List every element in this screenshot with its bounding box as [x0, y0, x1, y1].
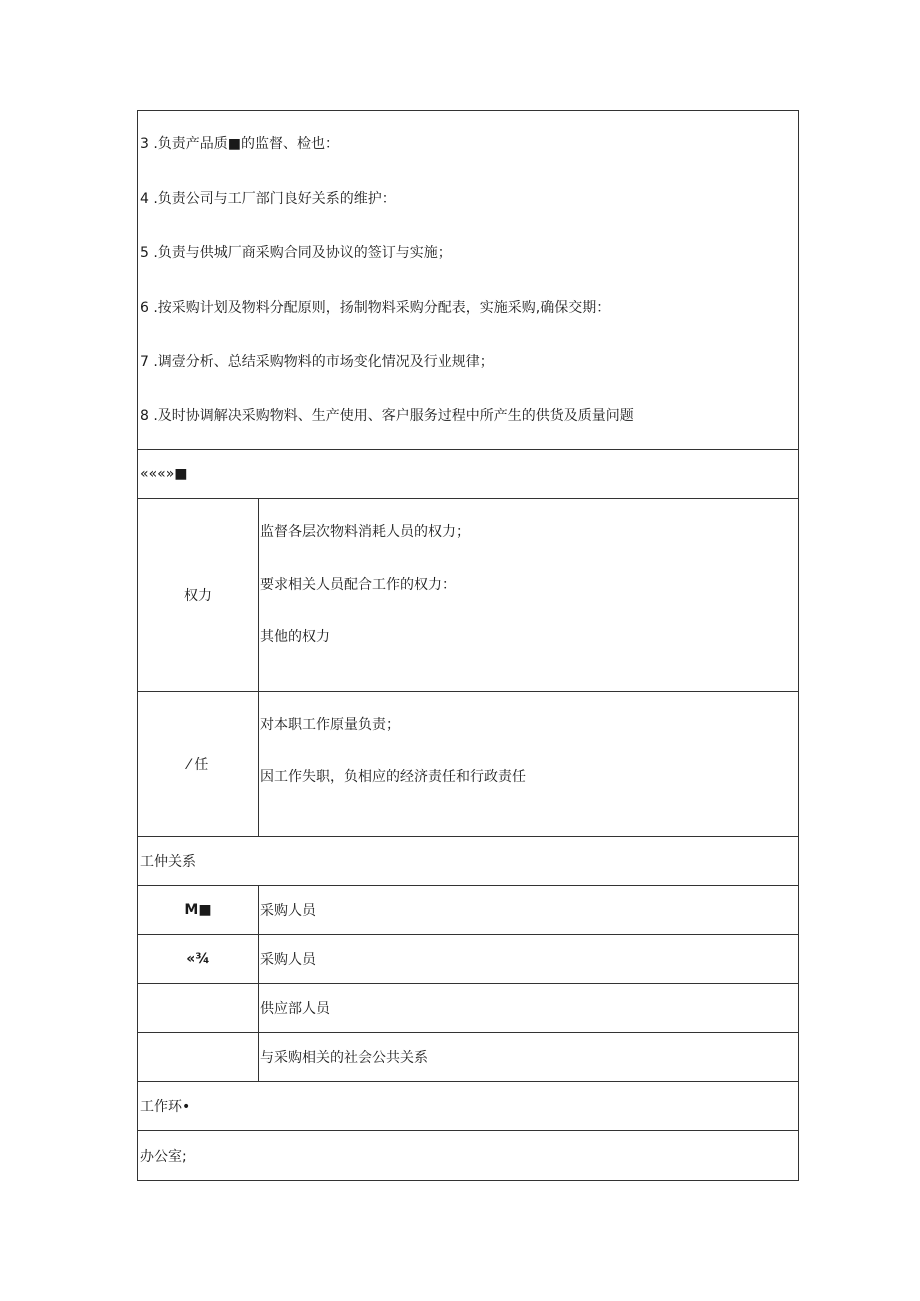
relation-value: 采购人员: [260, 952, 316, 968]
power-items: [259, 499, 798, 691]
responsibility-item: 对本职工作原量负责；: [260, 717, 400, 733]
relations-header-row: [138, 837, 798, 886]
relation-value: 采购人员: [260, 903, 316, 919]
responsibility-row: [138, 692, 798, 837]
relation-row: [138, 1033, 798, 1082]
relation-row: [138, 984, 798, 1033]
power-item: 监督各层次物料消耗人员的权力；: [260, 524, 470, 540]
duty-item: 7 .调壹分析、总结采购物料的市场变化情况及行业规律；: [140, 354, 494, 370]
section-header: «««»■: [140, 466, 188, 482]
power-item: 其他的权力: [260, 629, 330, 645]
environment-value: 办公室;: [140, 1148, 187, 1165]
duties-section: [138, 111, 798, 450]
duty-item: 4 .负责公司与工厂部门良好关系的维护：: [140, 191, 396, 207]
relations-title: 工仲关系: [140, 854, 196, 870]
relation-value: 与采购相关的社会公共关系: [260, 1050, 428, 1066]
duty-item: 8 .及时协调解决采购物料、生产使用、客户服务过程中所产生的供货及质量问题: [140, 408, 634, 424]
responsibility-item: 因工作失职，负相应的经济责任和行政责任: [260, 769, 526, 785]
environment-title: 工作环•: [140, 1099, 191, 1115]
environment-header-row: [138, 1082, 798, 1131]
responsibility-items: [259, 692, 798, 836]
power-row: [138, 499, 798, 692]
power-item: 要求相关人员配合工作的权力：: [260, 577, 456, 593]
relation-label: [138, 984, 259, 1032]
relation-value: 供应部人员: [260, 1001, 330, 1017]
relation-label: [138, 1033, 259, 1081]
section-header-row: [138, 450, 798, 499]
power-label: 权力: [138, 499, 259, 691]
relation-label: M■: [138, 886, 259, 934]
relation-row: [138, 886, 798, 935]
job-description-table: [137, 110, 799, 1181]
duty-item: 6 .按采购计划及物料分配原则，扬制物料采购分配表，实施采购,确保交期：: [140, 300, 611, 316]
environment-value-row: [138, 1131, 798, 1180]
relation-row: [138, 935, 798, 984]
relation-label: «¾: [138, 935, 259, 983]
duty-item: 3 .负责产品质■的监督、检也：: [140, 136, 340, 152]
duty-item: 5 .负责与供城厂商采购合同及协议的签订与实施；: [140, 245, 452, 261]
responsibility-label: ⁄ 任: [138, 692, 259, 836]
